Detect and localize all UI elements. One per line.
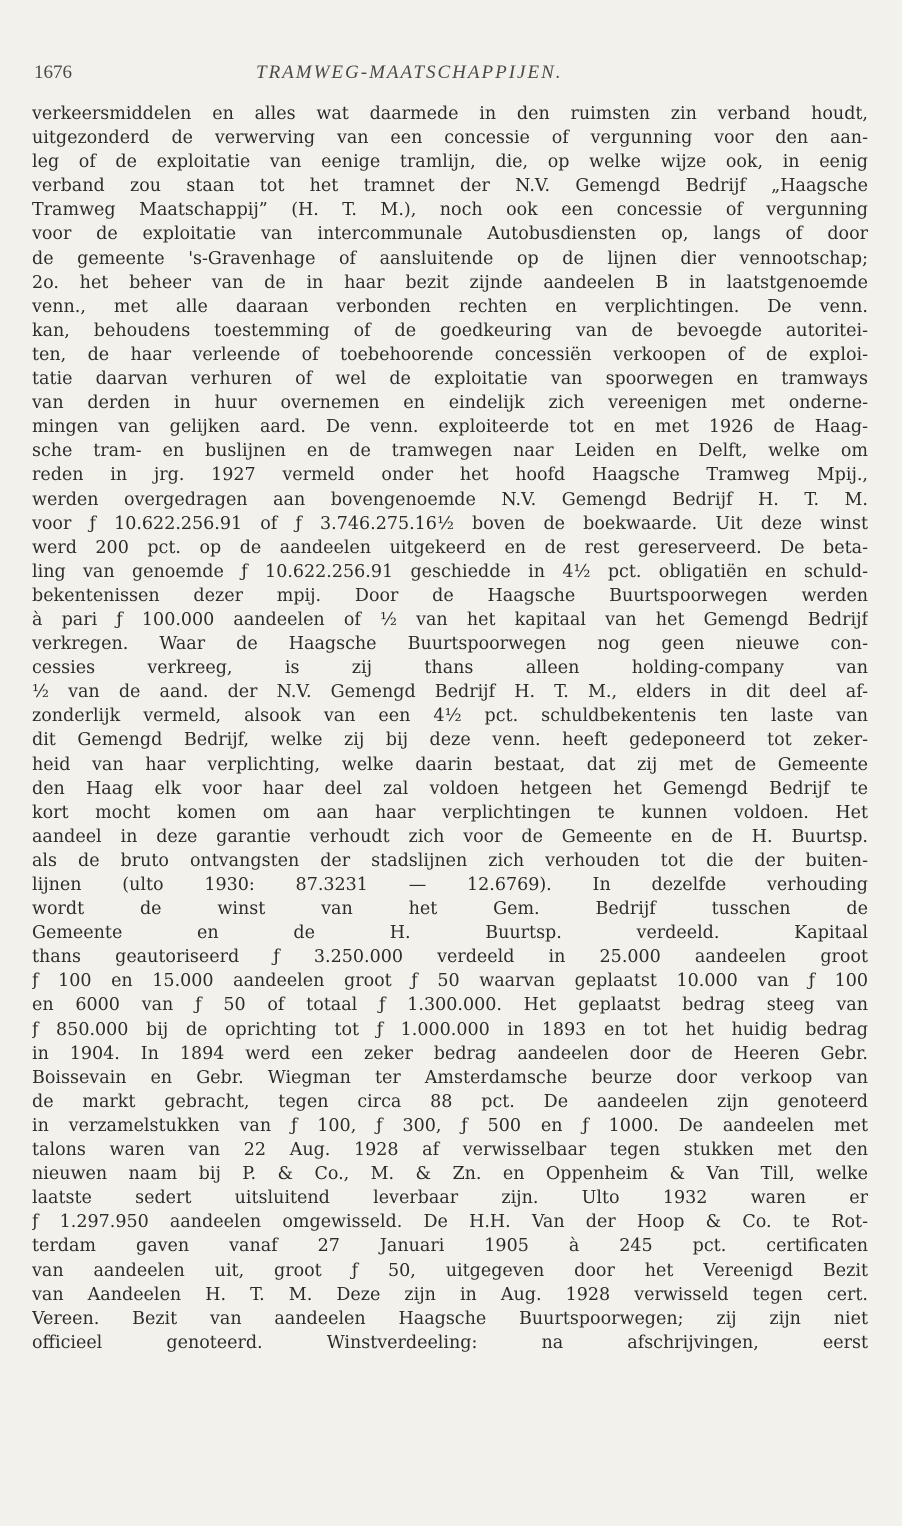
text-line: reden in jrg. 1927 vermeld onder het hoofd Haagsche Tramweg Mpij., xyxy=(32,465,868,486)
text-line: ƒ 100 en 15.000 aandeelen groot ƒ 50 waarvan geplaatst 10.000 van ƒ 100 xyxy=(32,971,868,992)
text-line: de markt gebracht, tegen circa 88 pct. De aandeelen zijn genoteerd xyxy=(32,1091,868,1112)
text-line: laatste sedert uitsluitend leverbaar zijn. Ulto 1932 waren er xyxy=(32,1188,868,1209)
text-line: leg of de exploitatie van eenige tramlijn, die, op welke wijze ook, in eenig xyxy=(32,152,868,173)
text-line: uitgezonderd de verwerving van een concessie of vergunning voor den aan- xyxy=(32,128,868,149)
text-line: kan, behoudens toestemming of de goedkeuring van de bevoegde autoritei- xyxy=(32,320,868,341)
text-line: ƒ 850.000 bij de oprichting tot ƒ 1.000.000 in 1893 en tot het huidig bedrag xyxy=(32,1019,868,1040)
text-line: à pari ƒ 100.000 aandeelen of ½ van het kapitaal van het Gemengd Bedrijf xyxy=(32,609,868,630)
text-line: van aandeelen uit, groot ƒ 50, uitgegeven door het Vereenigd Bezit xyxy=(32,1260,868,1281)
text-line: tatie daarvan verhuren of wel de exploitatie van spoorwegen en tramways xyxy=(32,369,868,390)
text-line: van derden in huur overnemen en eindelijk zich vereenigen met onderne- xyxy=(32,393,868,414)
text-line: officieel genoteerd. Winstverdeeling: na afschrijvingen, eerst xyxy=(32,1332,868,1353)
text-line: verkeersmiddelen en alles wat daarmede in den ruimsten zin verband houdt, xyxy=(32,104,868,124)
text-line: Boissevain en Gebr. Wiegman ter Amsterdamsche beurze door verkoop van xyxy=(32,1067,868,1088)
text-line: werden overgedragen aan bovengenoemde N.V. Gemengd Bedrijf H. T. M. xyxy=(32,489,868,510)
text-line: van Aandeelen H. T. M. Deze zijn in Aug. 1928 verwisseld tegen cert. xyxy=(32,1284,868,1305)
text-line: sche tram- en buslijnen en de tramwegen naar Leiden en Delft, welke om xyxy=(32,441,868,462)
body-text xyxy=(32,102,868,1355)
text-line: mingen van gelijken aard. De venn. exploiteerde tot en met 1926 de Haag- xyxy=(32,417,868,438)
text-line: bekentenissen dezer mpij. Door de Haagsche Buurtspoorwegen werden xyxy=(32,585,868,606)
text-line: talons waren van 22 Aug. 1928 af verwisselbaar tegen stukken met den xyxy=(32,1140,868,1161)
text-line: cessies verkreeg, is zij thans alleen holding-company van xyxy=(32,658,868,679)
text-line: venn., met alle daaraan verbonden rechten en verplichtingen. De venn. xyxy=(32,296,868,317)
text-line: verkregen. Waar de Haagsche Buurtspoorwegen nog geen nieuwe con- xyxy=(32,634,868,655)
text-line: zonderlijk vermeld, alsook van een 4½ pct. schuldbekentenis ten laste van xyxy=(32,706,868,727)
text-line: ½ van de aand. der N.V. Gemengd Bedrijf H. T. M., elders in dit deel af- xyxy=(32,682,868,703)
text-line: ƒ 1.297.950 aandeelen omgewisseld. De H.H. Van der Hoop & Co. te Rot- xyxy=(32,1212,868,1233)
text-line: kort mocht komen om aan haar verplichtingen te kunnen voldoen. Het xyxy=(32,802,868,823)
text-line: lijnen (ulto 1930: 87.3231 — 12.6769). In dezelfde verhouding xyxy=(32,875,868,895)
running-title: TRAMWEG-MAATSCHAPPIJEN. xyxy=(256,62,563,83)
text-line: Tramweg Maatschappij” (H. T. M.), noch ook een concessie of vergunning xyxy=(32,200,868,221)
text-line: terdam gaven vanaf 27 Januari 1905 à 245 pct. certificaten xyxy=(32,1236,868,1257)
text-line: als de bruto ontvangsten der stadslijnen zich verhouden tot die der buiten- xyxy=(32,850,868,871)
text-line: thans geautoriseerd ƒ 3.250.000 verdeeld in 25.000 aandeelen groot xyxy=(32,947,868,968)
text-line: wordt de winst van het Gem. Bedrijf tusschen de xyxy=(32,899,868,920)
text-line: in 1904. In 1894 werd een zeker bedrag aandeelen door de Heeren Gebr. xyxy=(32,1043,868,1064)
text-line: en 6000 van ƒ 50 of totaal ƒ 1.300.000. Het geplaatst bedrag steeg van xyxy=(32,995,868,1016)
page-header xyxy=(32,60,870,90)
page-number: 1676 xyxy=(34,62,72,83)
text-line: Gemeente en de H. Buurtsp. verdeeld. Kapitaal xyxy=(32,923,868,944)
text-line: Vereen. Bezit van aandeelen Haagsche Buurtspoorwegen; zij zijn niet xyxy=(32,1308,868,1329)
text-line: verband zou staan tot het tramnet der N.V. Gemengd Bedrijf „Haagsche xyxy=(32,176,868,197)
text-line: den Haag elk voor haar deel zal voldoen hetgeen het Gemengd Bedrijf te xyxy=(32,778,868,799)
text-line: dit Gemengd Bedrijf, welke zij bij deze venn. heeft gedeponeerd tot zeker- xyxy=(32,730,868,751)
text-line: 2o. het beheer van de in haar bezit zijnde aandeelen B in laatstgenoemde xyxy=(32,272,868,293)
text-line: voor de exploitatie van intercommunale Autobusdiensten op, langs of door xyxy=(32,224,868,245)
text-line: voor ƒ 10.622.256.91 of ƒ 3.746.275.16½ boven de boekwaarde. Uit deze winst xyxy=(32,513,868,534)
text-line: nieuwen naam bij P. & Co., M. & Zn. en Oppenheim & Van Till, welke xyxy=(32,1164,868,1185)
text-line: aandeel in deze garantie verhoudt zich voor de Gemeente en de H. Buurtsp. xyxy=(32,826,868,847)
text-line: heid van haar verplichting, welke daarin bestaat, dat zij met de Gemeente xyxy=(32,754,868,775)
text-line: werd 200 pct. op de aandeelen uitgekeerd en de rest gereserveerd. De beta- xyxy=(32,537,868,558)
text-line: de gemeente 's-Gravenhage of aansluitende op de lijnen dier vennootschap; xyxy=(32,248,868,269)
text-line: ten, de haar verleende of toebehoorende concessiën verkoopen of de exploi- xyxy=(32,344,868,365)
text-line: ling van genoemde ƒ 10.622.256.91 geschiedde in 4½ pct. obligatiën en schuld- xyxy=(32,561,868,582)
text-line: in verzamelstukken van ƒ 100, ƒ 300, ƒ 500 en ƒ 1000. De aandeelen met xyxy=(32,1115,868,1136)
